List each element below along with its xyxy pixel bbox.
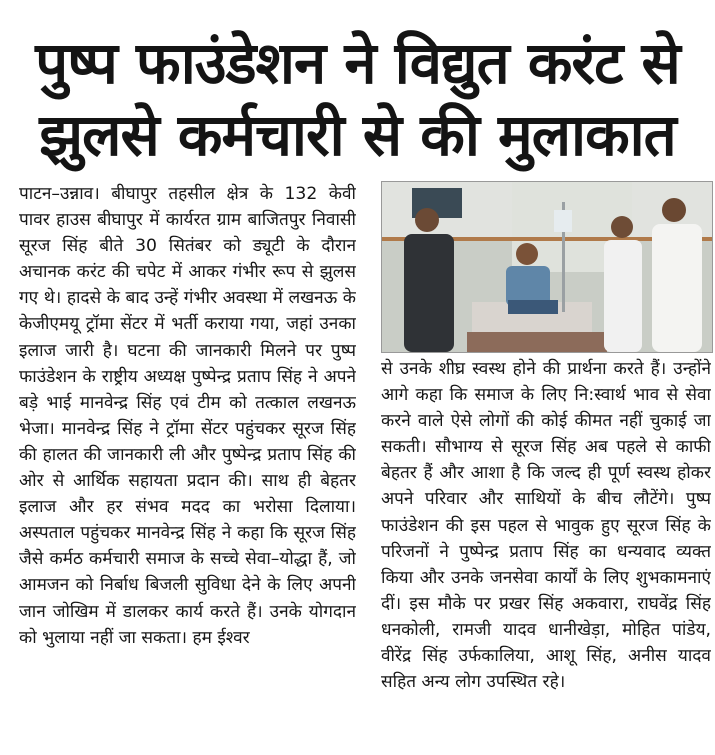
hospital-room-photo — [382, 182, 712, 352]
news-photo — [381, 181, 713, 353]
headline — [0, 0, 715, 172]
article-column-left — [19, 181, 356, 741]
headline-line-2: झुलसे कर्मचारी से की मुलाकात — [39, 101, 676, 169]
article-column-right — [381, 356, 711, 746]
article-text-right: से उनके शीघ्र स्वस्थ होने की प्रार्थना करते हैं। उन्होंने आगे कहा कि समाज के लिए नि:स्वार्थ भाव से सेवा करने वाले ऐसे लोगों की कोई कीमत नहीं चुकाई जा सकती। सौभाग्य से सूरज सिंह अब पहले से काफी बेहतर हैं और आशा है कि जल्द ही पूर्ण स्वस्थ होकर अपने परिवार और साथियों के बीच लौटेंगे। पुष्प फाउंडेशन की इस पहल से भावुक हुए सूरज सिंह के परिजनों ने पुष्पेन्द्र प्रताप सिंह का धन्यवाद व्यक्त किया और उनके जनसेवा कार्यों के लिए शुभकामनाएं दीं। इस मौके पर प्रखर सिंह अकवारा, राघवेंद्र सिंह धनकोली, रामजी यादव धानीखेड़ा, मोहित पांडेय, वीरेंद्र सिंह उर्फकालिया, आशू सिंह, अनीस यादव सहित अन्य लोग उपस्थित रहे। — [381, 359, 711, 693]
headline-line-1: पुष्प फाउंडेशन ने विद्युत करंट से — [35, 29, 680, 97]
article-text-left: पाटन–उन्नाव। बीघापुर तहसील क्षेत्र के 132 केवी पावर हाउस बीघापुर में कार्यरत ग्राम बाजितपुर निवासी सूरज सिंह बीते 30 सितंबर को ड्यूटी के दौरान अचानक करंट की चपेट में आकर गंभीर रूप से झुलस गए थे। हादसे के बाद उन्हें गंभीर अवस्था में लखनऊ के केजीएमयू ट्रॉमा सेंटर में भर्ती कराया गया, जहां उनका इलाज जारी है। घटना की जानकारी मिलने पर पुष्प फाउंडेशन के राष्ट्रीय अध्यक्ष पुष्पेन्द्र प्रताप सिंह ने अपने बड़े भाई मानवेन्द्र सिंह एवं टीम को तत्काल लखनऊ भेजा। मानवेन्द्र सिंह ने ट्रॉमा सेंटर पहुंचकर सूरज सिंह की हालत की जानकारी ली और पुष्पेन्द्र प्रताप सिंह की ओर से आर्थिक सहायता प्रदान की। साथ ही बेहतर इलाज और हर संभव मदद का भरोसा दिलाया। अस्पताल पहुंचकर मानवेन्द्र सिंह ने कहा कि सूरज सिंह जैसे कर्मठ कर्मचारी समाज के सच्चे सेवा–योद्धा हैं, जो आमजन को निर्बाध बिजली सुविधा देने के लिए अपनी जान जोखिम में डालकर कार्य करते हैं। उनके योगदान को भुलाया नहीं जा सकता। हम ईश्वर — [19, 184, 356, 648]
